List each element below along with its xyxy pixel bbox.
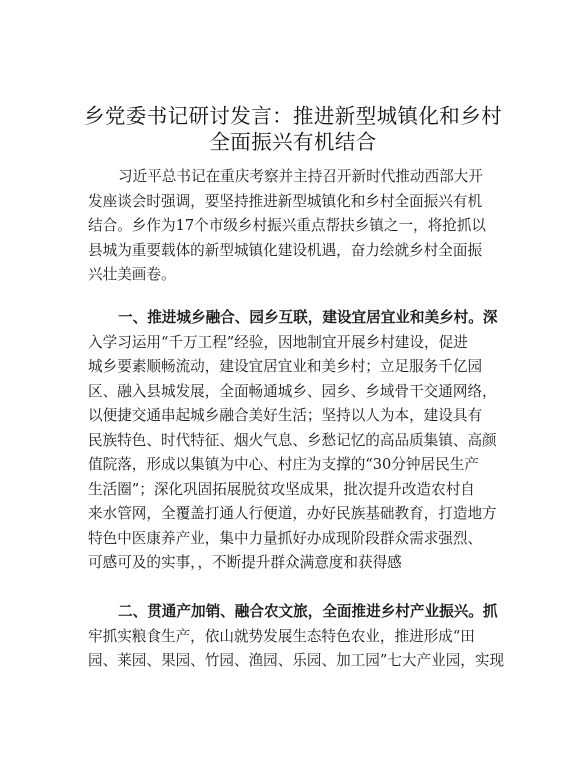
text-line: 发座谈会时强调，要坚持推进新型城镇化和乡村全面振兴有机 [88,192,483,210]
text-line: 园、莱园、果园、竹园、渔园、乐园、加工园”七大产业园，实现 [88,652,505,669]
text-line: 结合。乡作为17个市级乡村振兴重点帮扶乡镇之一，将抢抓以 [88,217,487,234]
text-line: 特色中医康养产业，集中力量抓好办成现阶段群众需求强烈、 [88,529,483,547]
paragraph-section-1 [88,306,500,576]
section-heading-line: 一、推进城乡融合、园乡互联，建设宜居宜业和美乡村。深 [118,309,498,326]
document-title [60,103,526,155]
text-line: 来水管网，全覆盖打通人行便道，办好民族基础教育，打造地方 [88,505,497,522]
text-line: 值院落，形成以集镇为中心、村庄为支撑的“30分钟居民生产 [88,456,479,473]
paragraph-section-2 [88,600,505,674]
text-line: 兴壮美画卷。 [88,266,176,283]
text-line: 入学习运用“千万工程”经验，因地制宜开展乡村建设，促进 [88,333,468,351]
text-line: 习近平总书记在重庆考察并主持召开新时代推动西部大开 [118,168,483,185]
text-line: 县城为重要载体的新型城镇化建设机遇，奋力绘就乡村全面振 [88,241,483,259]
text-line: 生活圈”；深化巩固拓展脱贫攻坚成果，批次提升改造农村自 [88,480,475,498]
text-line: 城乡要素顺畅流动，建设宜居宜业和美乡村；立足服务千亿园 [88,358,483,375]
paragraph-intro [88,165,500,288]
text-line: 牢抓实粮食生产，依山就势发展生态特色农业，推进形成“田 [88,627,475,645]
text-line: 民族特色、时代特征、烟火气息、乡愁记忆的高品质集镇、高颜 [88,431,497,449]
text-line: 区、融入县城发展，全面畅通城乡、园乡、乡域骨干交通网络， [88,382,497,400]
section-heading-line: 二、贯通产加销、融合农文旅，全面推进乡村产业振兴。抓 [118,603,498,620]
title-line: 全面振兴有机结合 [209,130,377,154]
text-line: 以便捷交通串起城乡融合美好生活；坚持以人为本，建设具有 [88,407,483,424]
title-line: 乡党委书记研讨发言：推进新型城镇化和乡村 [84,104,502,128]
text-line: 可感可及的实事，，不断提升群众满意度和获得感 [88,554,402,571]
